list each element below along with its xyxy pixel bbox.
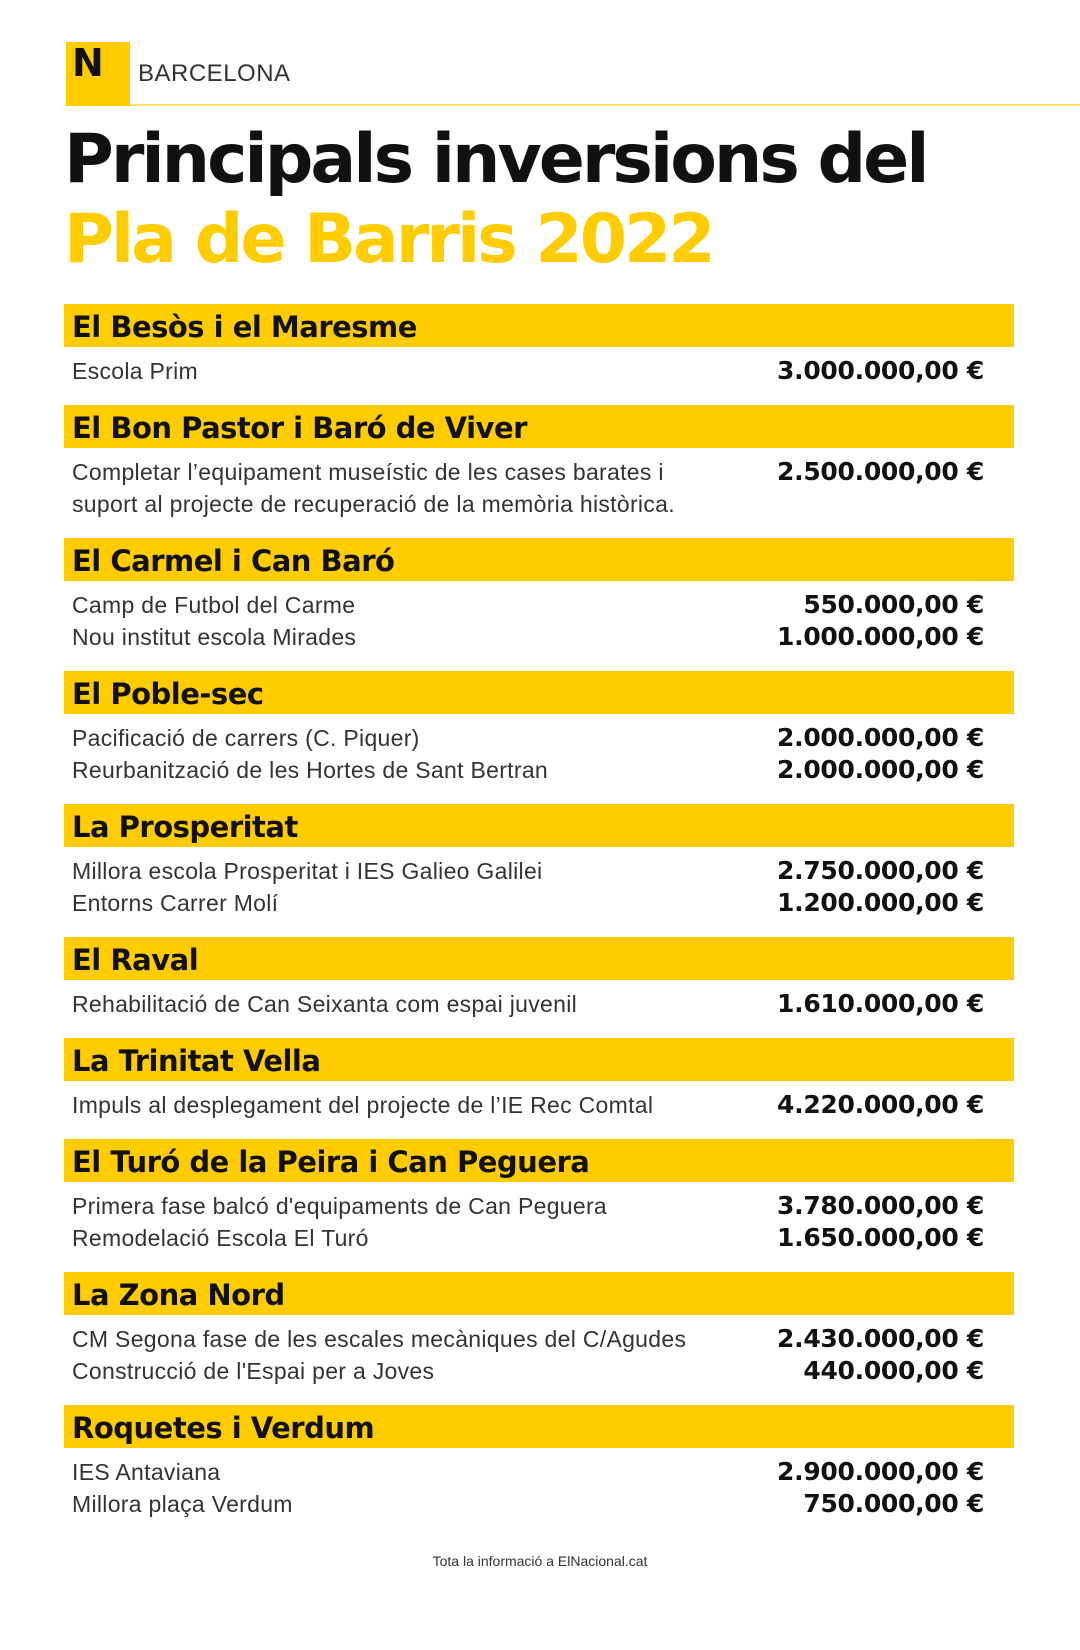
district-section (64, 671, 1014, 804)
district-section (64, 937, 1014, 1038)
district-section (64, 1038, 1014, 1139)
investment-amount: 2.430.000,00 € (777, 1324, 984, 1353)
investment-description: Impuls al desplegament del projecte de l’IE Rec Comtal (72, 1092, 654, 1118)
district-section (64, 1272, 1014, 1405)
investment-row (72, 988, 984, 1020)
district-section (64, 1139, 1014, 1272)
district-section (64, 1405, 1014, 1538)
investment-description: IES Antaviana (72, 1459, 221, 1485)
investment-row (72, 887, 984, 919)
investment-row (72, 1355, 984, 1387)
investment-amount: 550.000,00 € (803, 590, 984, 619)
investment-row (72, 1222, 984, 1254)
investment-description: CM Segona fase de les escales mecàniques del C/Agudes (72, 1326, 687, 1352)
district-heading: La Prosperitat (64, 804, 1014, 847)
district-items (64, 347, 1014, 405)
investment-description: Millora plaça Verdum (72, 1491, 293, 1517)
investment-row (72, 722, 984, 754)
investment-description: Escola Prim (72, 358, 198, 384)
district-items (64, 1081, 1014, 1139)
investment-amount: 3.000.000,00 € (777, 356, 984, 385)
investment-amount: 750.000,00 € (803, 1489, 984, 1518)
district-items (64, 448, 1014, 538)
investment-list (64, 304, 1014, 1538)
investment-row (72, 1488, 984, 1520)
district-section (64, 538, 1014, 671)
brand-logo-letter: N (72, 41, 104, 85)
district-section (64, 304, 1014, 405)
district-items (64, 1182, 1014, 1272)
investment-row (72, 1089, 984, 1121)
investment-description: Completar l’equipament museístic de les cases barates i suport al projecte de recuperació de la memòria històrica. (72, 459, 675, 517)
investment-row (72, 589, 984, 621)
district-items (64, 980, 1014, 1038)
investment-amount: 1.200.000,00 € (777, 888, 984, 917)
header-divider (130, 104, 1080, 106)
investment-description: Millora escola Prosperitat i IES Galieo Galilei (72, 858, 543, 884)
investment-row (72, 754, 984, 786)
district-items (64, 847, 1014, 937)
investment-description: Pacificació de carrers (C. Piquer) (72, 725, 420, 751)
investment-amount: 3.780.000,00 € (777, 1191, 984, 1220)
district-items (64, 1448, 1014, 1538)
section-label[interactable]: BARCELONA (138, 60, 291, 87)
investment-row (72, 1190, 984, 1222)
investment-row (72, 1323, 984, 1355)
investment-amount: 1.000.000,00 € (777, 622, 984, 651)
investment-row (72, 621, 984, 653)
district-items (64, 581, 1014, 671)
investment-amount: 4.220.000,00 € (777, 1090, 984, 1119)
district-heading: El Carmel i Can Baró (64, 538, 1014, 581)
investment-description: Primera fase balcó d'equipaments de Can Peguera (72, 1193, 608, 1219)
investment-amount: 1.610.000,00 € (777, 989, 984, 1018)
investment-amount: 2.000.000,00 € (777, 755, 984, 784)
district-heading: Roquetes i Verdum (64, 1405, 1014, 1448)
investment-amount: 440.000,00 € (803, 1356, 984, 1385)
investment-row (72, 456, 984, 520)
investment-description: Entorns Carrer Molí (72, 890, 279, 916)
district-heading: El Poble-sec (64, 671, 1014, 714)
investment-description: Camp de Futbol del Carme (72, 592, 356, 618)
investment-amount: 1.650.000,00 € (777, 1223, 984, 1252)
page-title-line-1: Principals inversions del (64, 120, 927, 199)
investment-description: Construcció de l'Espai per a Joves (72, 1358, 435, 1384)
district-items (64, 1315, 1014, 1405)
district-heading: El Turó de la Peira i Can Peguera (64, 1139, 1014, 1182)
district-heading: La Zona Nord (64, 1272, 1014, 1315)
district-items (64, 714, 1014, 804)
investment-amount: 2.750.000,00 € (777, 856, 984, 885)
district-heading: El Bon Pastor i Baró de Viver (64, 405, 1014, 448)
page-title-line-2: Pla de Barris 2022 (64, 200, 713, 279)
header (66, 42, 1080, 106)
district-heading: El Besòs i el Maresme (64, 304, 1014, 347)
investment-row (72, 355, 984, 387)
investment-amount: 2.900.000,00 € (777, 1457, 984, 1486)
investment-description: Remodelació Escola El Turó (72, 1225, 369, 1251)
footer-source: Tota la informació a ElNacional.cat (432, 1553, 648, 1569)
investment-description: Nou institut escola Mirades (72, 624, 357, 650)
investment-amount: 2.000.000,00 € (777, 723, 984, 752)
page-title (64, 120, 1044, 280)
investment-row (72, 1456, 984, 1488)
investment-description: Reurbanització de les Hortes de Sant Bertran (72, 757, 549, 783)
district-section (64, 804, 1014, 937)
brand-logo[interactable] (66, 42, 130, 106)
investment-description: Rehabilitació de Can Seixanta com espai juvenil (72, 991, 578, 1017)
district-heading: La Trinitat Vella (64, 1038, 1014, 1081)
investment-row (72, 855, 984, 887)
district-heading: El Raval (64, 937, 1014, 980)
district-section (64, 405, 1014, 538)
investment-amount: 2.500.000,00 € (777, 457, 984, 486)
